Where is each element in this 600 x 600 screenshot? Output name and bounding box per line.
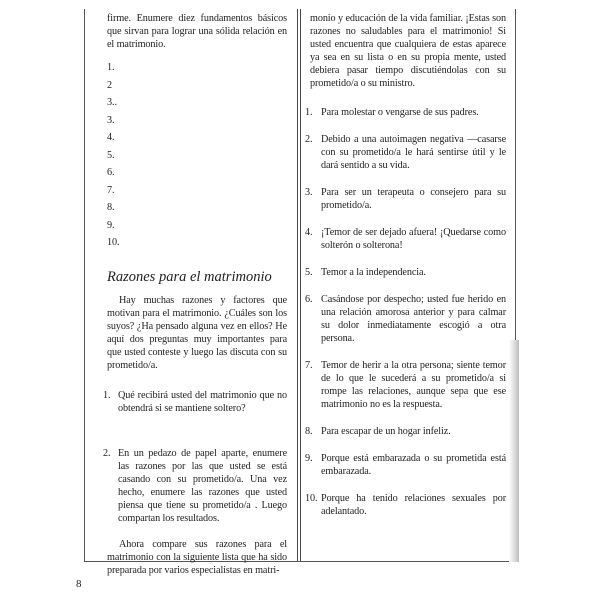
question-item	[103, 447, 287, 525]
reason-number: 5.	[305, 267, 313, 278]
reason-text: Casándose por despecho; usted fue herido en una relación amorosa anterior y para calmar su dolor inmediatamente escogió a otra persona.	[321, 294, 506, 344]
reason-item	[305, 425, 506, 438]
blank-list-item: 5.	[107, 149, 115, 161]
blank-list-item: 8.	[107, 202, 115, 213]
reason-text: Porque está embarazada o su prometida está embarazada.	[321, 453, 506, 477]
reason-number: 10.	[305, 493, 318, 504]
blank-list-item: 10.	[107, 237, 120, 248]
reason-number: 8.	[305, 426, 313, 437]
reason-text: Temor a la independencia.	[321, 267, 426, 278]
blank-list-item: 3.	[107, 114, 115, 126]
reason-item	[305, 293, 506, 345]
right-column	[305, 12, 506, 518]
reason-item	[305, 106, 506, 119]
reason-number: 1.	[305, 107, 313, 118]
blank-list-item: 3..	[107, 97, 117, 108]
reason-text: Porque ha tenido relaciones sexuales por adelantado.	[321, 493, 506, 517]
reason-text: Para molestar o vengarse de sus padres.	[321, 107, 479, 118]
reason-number: 4.	[305, 227, 313, 238]
page-number: 8	[76, 578, 82, 590]
left-paragraph-2: Ahora compare sus razones para el matrimonio con la siguiente lista que ha sido preparada por varios especialistas en matri-	[107, 538, 287, 576]
question-text: En un pedazo de papel aparte, enumere las razones por las que usted se está casando con su prometido/a. Una vez hecho, enumere las razones que usted piensa que tiene su prometido/a . Luego compartan los resultados.	[118, 447, 287, 524]
left-column	[103, 12, 287, 577]
blank-list-item: 4.	[107, 132, 115, 143]
question-item	[103, 389, 287, 415]
question-number: 2.	[103, 447, 111, 459]
blank-list-item: 6.	[107, 167, 115, 178]
reason-number: 7.	[305, 360, 313, 371]
reason-text: ¡Temor de ser dejado afuera! ¡Quedarse como solterón o solterona!	[321, 227, 506, 251]
reason-item	[305, 186, 506, 212]
column-divider	[297, 9, 298, 561]
blank-list-item: 1.	[107, 62, 115, 73]
blank-list-item: 7.	[107, 184, 115, 196]
reason-text: Para ser un terapeuta o consejero para su prometido/a.	[321, 187, 506, 211]
reason-item	[305, 492, 506, 518]
section-heading: Razones para el matrimonio	[107, 268, 272, 285]
reason-number: 2.	[305, 134, 313, 145]
right-intro-paragraph: monio y educación de la vida familiar. ¡Estas son razones no saludables para el matrimonio! Si usted encuentra que cualquiera de estas aparece ya sea en su lista o en su propia mente, usted debiera pasar tiempo discutiéndolas con su prometido/a o su ministro.	[310, 13, 506, 89]
reason-item	[305, 266, 506, 279]
left-paragraph-1: Hay muchas razones y factores que motivan para el matrimonio. ¿Cuáles son los suyos? ¿Ha pensado alguna vez en ellos? He aquí dos preguntas muy importantes para que usted conteste y luego las discuta con su prometido/a.	[107, 294, 287, 371]
reason-number: 3.	[305, 187, 313, 198]
blank-list-item: 2	[107, 79, 112, 91]
reason-item	[305, 452, 506, 478]
blank-list-item: 9.	[107, 219, 115, 231]
reason-text: Para escapar de un hogar infeliz.	[321, 426, 451, 437]
reason-number: 9.	[305, 453, 313, 464]
reason-item	[305, 133, 506, 172]
reason-item	[305, 226, 506, 252]
reason-item	[305, 359, 506, 411]
reason-text: Temor de herir a la otra persona; siente temor de lo que le sucederá a su prometido/a si rompe las relaciones, aunque sepa que ese matrimonio no es la respuesta.	[321, 360, 506, 410]
question-text: Qué recibirá usted del matrimonio que no obtendrá si se mantiene soltero?	[118, 389, 287, 414]
question-number: 1.	[103, 389, 111, 401]
reason-text: Debido a una autoimagen negativa —casarse con su prometido/a le hará sentirse útil y le dará sentido a su vida.	[321, 134, 506, 171]
page-edge-shadow	[509, 340, 519, 562]
column-divider	[300, 9, 301, 561]
fundamentals-blank-list	[107, 61, 287, 254]
left-intro-paragraph: firme. Enumere diez fundamentos básicos que sirvan para lograr una sólida relación en el matrimonio.	[107, 13, 287, 50]
reason-number: 6.	[305, 294, 313, 305]
